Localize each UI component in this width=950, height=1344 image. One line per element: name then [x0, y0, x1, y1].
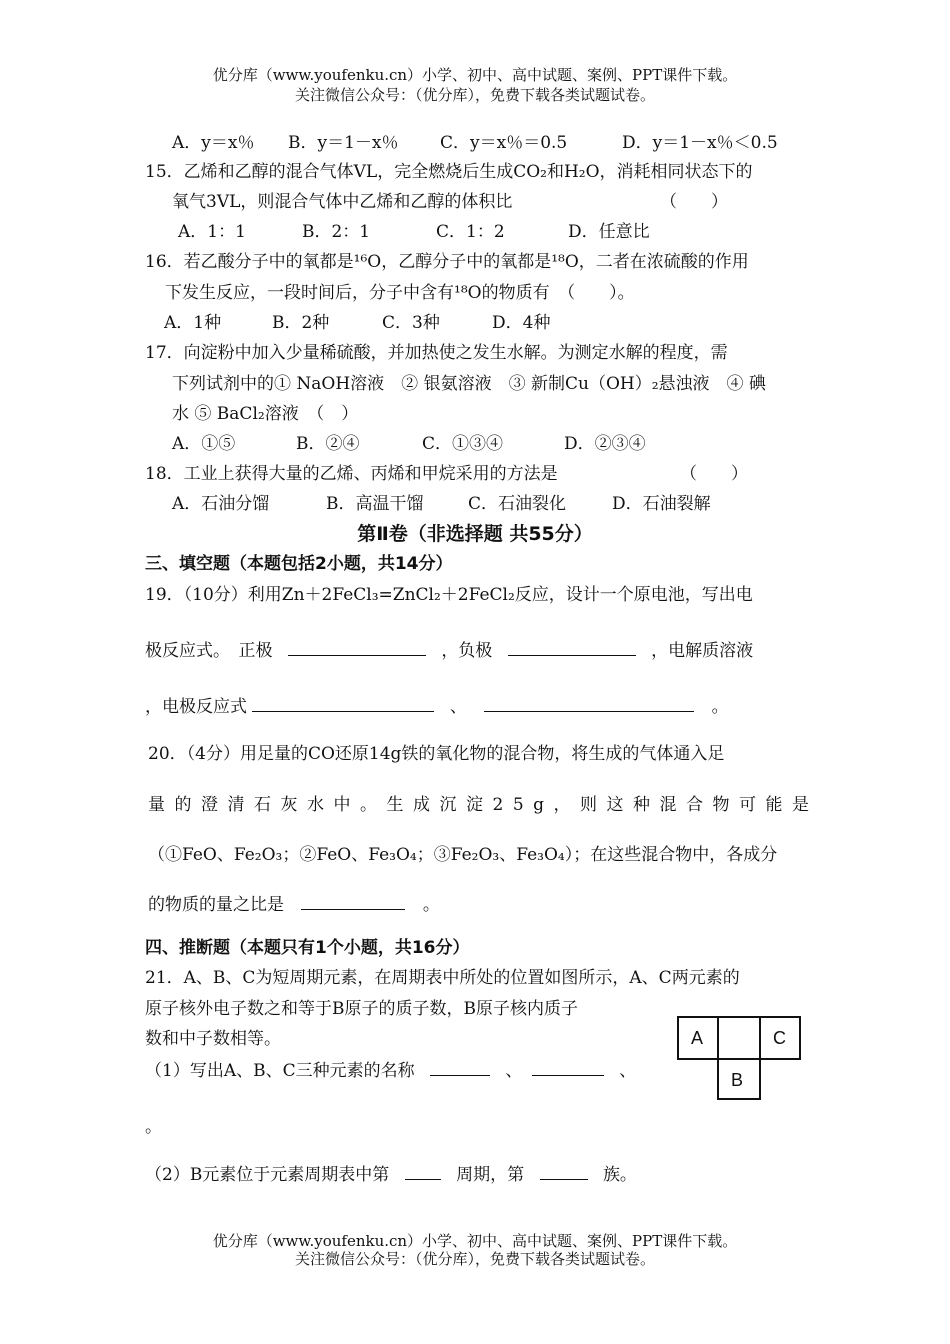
q17-line-2: 下列试剂中的① NaOH溶液 ② 银氨溶液 ③ 新制Cu（OH）₂悬浊液 ④ 碘	[172, 374, 766, 394]
q17-option-c: C．①③④	[422, 434, 504, 454]
part2-title: 第Ⅱ卷（非选择题 共55分）	[357, 523, 593, 545]
q21-sub-1-end: 。	[145, 1117, 162, 1137]
q17-line-3: 水 ⑤ BaCl₂溶液 （ ）	[172, 404, 359, 424]
table-cell-c	[759, 1016, 801, 1060]
q20-ratio-blank[interactable]	[301, 893, 405, 910]
q21-group-blank[interactable]	[540, 1163, 588, 1180]
q21-element-name-blank-1[interactable]	[430, 1059, 490, 1076]
q16-option-d: D．4种	[492, 313, 551, 333]
q21-sub-1	[145, 1056, 636, 1081]
table-cell-b-label: B	[731, 1070, 744, 1090]
q20-line-3: （①FeO、Fe₂O₃；②FeO、Fe₃O₄；③Fe₂O₃、Fe₃O₄）；在这些混合物中，各成分	[148, 845, 778, 865]
table-cell-empty	[717, 1016, 761, 1060]
q18-line-1: 18．工业上获得大量的乙烯、丙烯和甲烷采用的方法是	[145, 464, 558, 484]
q21-line-2: 原子核外电子数之和等于B原子的质子数，B原子核内质子	[145, 999, 578, 1019]
q15-option-d: D．任意比	[568, 222, 650, 242]
q21-sub-2-end: 族。	[602, 1165, 637, 1185]
q18-option-d: D．石油裂解	[612, 494, 711, 514]
q17-option-b: B．②④	[296, 434, 360, 454]
q20-line-4-start: 的物质的量之比是	[148, 895, 284, 915]
header-line-1: 优分库（www.youfenku.cn）小学、初中、高中试题、案例、PPT课件下载。	[212, 66, 738, 84]
q16-line-1: 16．若乙酸分子中的氧都是¹⁶O，乙醇分子中的氧都是¹⁸O，二者在浓硫酸的作用	[145, 252, 749, 272]
q18-option-c: C．石油裂化	[468, 494, 567, 514]
q21-sub-2	[145, 1160, 637, 1185]
q18-option-b: B．高温干馏	[326, 494, 424, 514]
q21-period-blank[interactable]	[405, 1163, 441, 1180]
q15-option-b: B．2：1	[302, 222, 371, 242]
q19-line-2-mid: ，负极	[441, 641, 493, 661]
q15-option-c: C．1：2	[436, 222, 505, 242]
q21-sub-2-start: （2）B元素位于元素周期表中第	[145, 1165, 390, 1185]
q19-line-3-end: 。	[711, 697, 729, 717]
q19-line-3-start: ，电极反应式	[145, 697, 247, 717]
q15-line-2: 氧气3VL，则混合气体中乙烯和乙醇的体积比	[172, 192, 513, 212]
q20-line-2: 量的澄清石灰水中。生成沉淀25g，则这种混合物可能是	[148, 795, 819, 815]
q16-option-c: C．3种	[382, 313, 440, 333]
q19-line-2-end: ，电解质溶液	[651, 641, 754, 661]
q21-line-3: 数和中子数相等。	[145, 1029, 281, 1049]
q20-line-4-end: 。	[422, 895, 440, 915]
q21-sub-2-mid: 周期，第	[456, 1165, 525, 1185]
q14-option-d: D．y＝1－x％＜0.5	[622, 133, 778, 153]
q21-line-1: 21．A、B、C为短周期元素，在周期表中所处的位置如图所示，A、C两元素的	[145, 968, 740, 988]
q21-sub-1-sep-2: 、	[619, 1061, 637, 1081]
q19-electrode-reaction-blank-1[interactable]	[252, 695, 434, 712]
q17-option-d: D．②③④	[564, 434, 646, 454]
q16-line-2: 下发生反应，一段时间后，分子中含有¹⁸O的物质有 （ ）。	[165, 283, 635, 303]
q15-option-a: A．1：1	[178, 222, 246, 242]
q19-line-2	[145, 636, 753, 661]
q18-option-a: A．石油分馏	[172, 494, 270, 514]
q21-sub-1-start: （1）写出A、B、C三种元素的名称	[145, 1061, 415, 1081]
q15-line-1: 15．乙烯和乙醇的混合气体VL，完全燃烧后生成CO₂和H₂O，消耗相同状态下的	[145, 162, 753, 182]
q16-option-b: B．2种	[272, 313, 330, 333]
header-line-2: 关注微信公众号：（优分库），免费下载各类试题试卷。	[294, 86, 655, 104]
footer-line-1: 优分库（www.youfenku.cn）小学、初中、高中试题、案例、PPT课件下载。	[212, 1232, 738, 1250]
table-cell-b	[717, 1058, 761, 1100]
q18-paren: （ ）	[680, 464, 748, 484]
q14-option-b: B．y＝1－x％	[288, 133, 399, 153]
q15-paren: （ ）	[660, 192, 728, 212]
q19-negative-electrode-blank[interactable]	[508, 639, 636, 656]
table-cell-a-label: A	[691, 1028, 704, 1048]
q17-option-a: A．①⑤	[172, 434, 236, 454]
q16-option-a: A．1种	[164, 313, 222, 333]
table-cell-a	[677, 1016, 719, 1060]
q14-option-a: A．y＝x％	[172, 133, 255, 153]
q19-electrode-reaction-blank-2[interactable]	[484, 695, 694, 712]
q19-positive-electrode-blank[interactable]	[288, 639, 426, 656]
q14-option-c: C．y＝x％＝0.5	[440, 133, 568, 153]
section3-title: 三、填空题（本题包括2小题，共14分）	[145, 554, 453, 574]
table-cell-c-label: C	[773, 1028, 786, 1048]
q21-element-name-blank-2[interactable]	[532, 1059, 604, 1076]
q19-line-1: 19．（10分）利用Zn＋2FeCl₃=ZnCl₂＋2FeCl₂反应，设计一个原电池，写出电	[145, 585, 753, 605]
q20-line-4	[148, 890, 440, 915]
q20-line-1: 20．（4分）用足量的CO还原14g铁的氧化物的混合物，将生成的气体通入足	[148, 744, 725, 764]
section4-title: 四、推断题（本题只有1个小题，共16分）	[145, 938, 470, 958]
q17-line-1: 17．向淀粉中加入少量稀硫酸，并加热使之发生水解。为测定水解的程度，需	[145, 343, 728, 363]
q21-sub-1-sep-1: 、	[505, 1061, 523, 1081]
q19-line-3-sep: 、	[449, 697, 467, 717]
footer-line-2: 关注微信公众号：（优分库），免费下载各类试题试卷。	[294, 1250, 655, 1268]
q19-line-2-start: 极反应式。 正极	[145, 641, 273, 661]
q19-line-3	[145, 692, 729, 717]
